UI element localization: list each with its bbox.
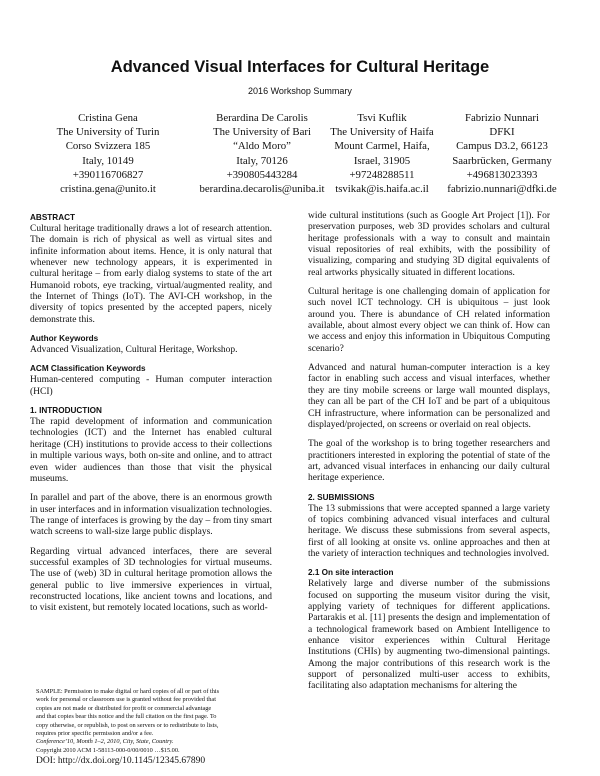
- author-phone: +496813023393: [466, 168, 538, 181]
- copyright-line: Conference’10, Month 1–2, 2010, City, State, Country.: [36, 738, 174, 746]
- copyright-block: [36, 688, 286, 767]
- author-address: Saarbrücken, Germany: [452, 154, 552, 167]
- keywords-heading: Author Keywords: [30, 334, 99, 344]
- onsite-heading: 2.1 On site interaction: [308, 568, 394, 578]
- author-address: Israel, 31905: [353, 154, 411, 167]
- copyright-line: requires prior specific permission and/or a fee.: [36, 730, 154, 738]
- acm-text: Human-centered computing - Human computer interaction (HCI): [30, 375, 272, 397]
- author-address: Mount Carmel, Haifa,: [334, 140, 430, 153]
- author-name: Cristina Gena: [78, 112, 138, 124]
- author-phone: +390805443284: [226, 168, 298, 181]
- paragraph: The rapid development of information and communication technologies (ICT) and the Internet has enabled cultural heritage (CH) institutions to provide access to their collections in multiple various ways, both on-site and online, and to attract even wider audiences than those that visit the physical museums.: [30, 417, 272, 484]
- paper-subtitle: 2016 Workshop Summary: [248, 86, 352, 96]
- introduction-heading: 1. INTRODUCTION: [30, 406, 102, 416]
- paragraph: Relatively large and diverse number of the submissions focused on supporting the museum visitor during the visit, applying variety of techniques for different applications. Partarakis et al. [11] presents the design and implementation of a technological framework based on Ambient Intelligence to enhance visitor experiences within Cultural Heritage Institutions (CHIs) by augmenting two-dimensional paintings. Among the major contributions of this research work is the support of personalized multi-user access to exhibits, facilitating also adaptation mechanisms for altering the: [308, 579, 550, 692]
- author-name: Fabrizio Nunnari: [464, 112, 540, 124]
- author-name: Tsvi Kuflik: [357, 112, 407, 124]
- paragraph: Cultural heritage is one challenging domain of application for such novel ICT technology. CH is ubiquitous – just look around you. There is abundance of CH related information available, about almost every object we can think of. How can we access and enjoy this information in Ubiquitous Computing scenario?: [308, 287, 550, 354]
- paragraph: Regarding virtual advanced interfaces, there are several successful examples of 3D technologies for virtual museums. The use of (web) 3D in cultural heritage promotion allows the general public to live immersive experiences in virtual, reconstructed locations, like ancient towns and locations, and to visit existent, but remotely located locations, such as world-: [30, 546, 272, 614]
- copyright-line: and that copies bear this notice and the full citation on the first page. To: [36, 713, 217, 721]
- paragraph: In parallel and part of the above, there is an enormous growth in user interfaces and in information visualization technologies. The range of interfaces is growing by the day – from tiny smart watch screens to wall-size large public displays.: [30, 493, 272, 538]
- paragraph: The 13 submissions that were accepted spanned a large variety of topics combining advanced visual interfaces and cultural heritage. We discuss these submissions from several aspects, first of all looking at onsite vs. online approaches and then at the variety of interaction techniques and technologies involved.: [308, 503, 550, 559]
- submissions-heading: 2. SUBMISSIONS: [308, 492, 375, 502]
- author-affiliation: The University of Bari: [212, 126, 312, 139]
- abstract-text: Cultural heritage traditionally draws a lot of research attention. The domain is rich of physical as well as virtual sites and infinite information about items. Hence, it is only natural that whenever new technology appears, it is experimented in cultural heritage – from early dialog systems to state of the art Humanoid robots, eye tracking, virtual/augmented reality, and the Internet of Things (IoT). The AVI-CH workshop, in the diversity of topics presented by the accepted papers, nicely demonstrate this.: [30, 224, 272, 325]
- author-email[interactable]: berardina.decarolis@uniba.it: [199, 183, 325, 196]
- keywords-text: Advanced Visualization, Cultural Heritage, Workshop.: [30, 345, 238, 356]
- author-name: Berardina De Carolis: [216, 112, 308, 124]
- author-affiliation: The University of Turin: [56, 126, 160, 139]
- author-address: Corso Svizzera 185: [65, 140, 151, 153]
- acm-heading: ACM Classification Keywords: [30, 364, 146, 374]
- author-address: Italy, 70126: [236, 154, 288, 167]
- copyright-line: SAMPLE: Permission to make digital or hard copies of all or part of this: [36, 688, 220, 695]
- copyright-line: copies are not made or distributed for profit or commercial advantage: [36, 704, 212, 712]
- author-block: [28, 111, 188, 196]
- author-email[interactable]: tsvikak@is.haifa.ac.il: [335, 183, 429, 196]
- author-address: Italy, 10149: [82, 154, 134, 167]
- paragraph: The goal of the workshop is to bring together researchers and practitioners interested in exploring the potential of state of the art, advanced visual interfaces in enhancing our daily cultural heritage experience.: [308, 439, 550, 484]
- copyright-line: work for personal or classroom use is granted without fee provided that: [36, 696, 216, 704]
- doi-link[interactable]: DOI: http://dx.doi.org/10.1145/12345.67890: [36, 756, 206, 767]
- left-column: [30, 213, 272, 623]
- author-address: “Aldo Moro”: [233, 140, 291, 153]
- author-phone: +390116706827: [72, 168, 144, 181]
- author-email[interactable]: fabrizio.nunnari@dfki.de: [447, 183, 557, 196]
- right-column: [308, 211, 550, 701]
- author-phone: +97248288511: [349, 168, 415, 181]
- paragraph: Advanced and natural human-computer interaction is a key factor in enabling such access and visual interfaces, whether they are tiny mobile screens or large wall mounted displays, they can all be part of the CH IoT and be part of a ubiquitous CH infrastructure, where information can be personalized and displayed/projected, on screens or overlaid on real objects.: [308, 363, 550, 430]
- author-affiliation: DFKI: [489, 126, 515, 139]
- paragraph: wide cultural institutions (such as Google Art Project [1]). For preservation purposes, web 3D provides scholars and cultural heritage professionals with a way to consult and maintain visual repositories of real exhibits, with the possibility of visualizing, comparing and studying 3D digital equivalents of real artworks physically situated in different locations.: [308, 211, 550, 278]
- author-email[interactable]: cristina.gena@unito.it: [60, 183, 156, 196]
- paper-title: Advanced Visual Interfaces for Cultural Heritage: [110, 58, 490, 76]
- author-block: [422, 111, 582, 196]
- abstract-heading: ABSTRACT: [30, 213, 76, 222]
- author-affiliation: The University of Haifa: [330, 126, 434, 139]
- author-address: Campus D3.2, 66123: [456, 140, 548, 153]
- copyright-line: Copyright 2010 ACM 1-58113-000-0/00/0010 …$15.00.: [36, 746, 180, 754]
- copyright-line: copy otherwise, or republish, to post on servers or to redistribute to lists,: [36, 721, 219, 729]
